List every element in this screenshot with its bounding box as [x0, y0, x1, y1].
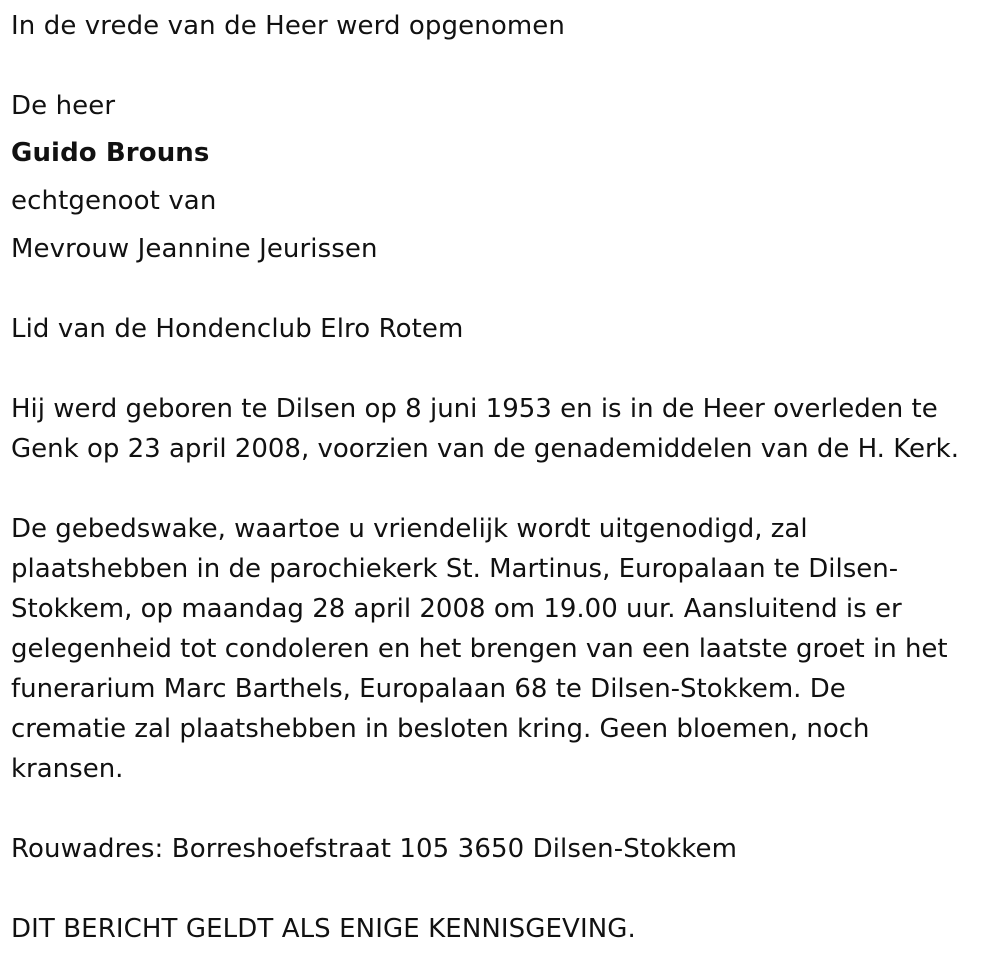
paragraph-line: kransen. — [11, 754, 124, 784]
closing-line: DIT BERICHT GELDT ALS ENIGE KENNISGEVING. — [11, 914, 636, 944]
paragraph-line: funerarium Marc Barthels, Europalaan 68 te Dilsen-Stokkem. De — [11, 674, 846, 704]
relation-line: echtgenoot van — [11, 186, 217, 216]
membership-line: Lid van de Hondenclub Elro Rotem — [11, 314, 464, 344]
paragraph-line: De gebedswake, waartoe u vriendelijk wordt uitgenodigd, zal — [11, 514, 808, 544]
address-line: Rouwadres: Borreshoefstraat 105 3650 Dilsen-Stokkem — [11, 834, 738, 864]
paragraph-line: Stokkem, op maandag 28 april 2008 om 19.00 uur. Aansluitend is er — [11, 594, 902, 624]
wake-paragraph — [11, 509, 986, 789]
paragraph-line: gelegenheid tot condoleren en het brengen van een laatste groet in het — [11, 634, 948, 664]
spouse-name: Mevrouw Jeannine Jeurissen — [11, 234, 378, 264]
paragraph-line: Hij werd geboren te Dilsen op 8 juni 1953 en is in de Heer overleden te — [11, 394, 938, 424]
deceased-name: Guido Brouns — [11, 138, 210, 168]
intro-line: In de vrede van de Heer werd opgenomen — [11, 11, 565, 41]
birth-death-paragraph — [11, 389, 986, 469]
paragraph-line: crematie zal plaatshebben in besloten kring. Geen bloemen, noch — [11, 714, 870, 744]
title-prefix: De heer — [11, 91, 116, 121]
paragraph-line: plaatshebben in de parochiekerk St. Martinus, Europalaan te Dilsen- — [11, 554, 899, 584]
paragraph-line: Genk op 23 april 2008, voorzien van de genademiddelen van de H. Kerk. — [11, 434, 959, 464]
